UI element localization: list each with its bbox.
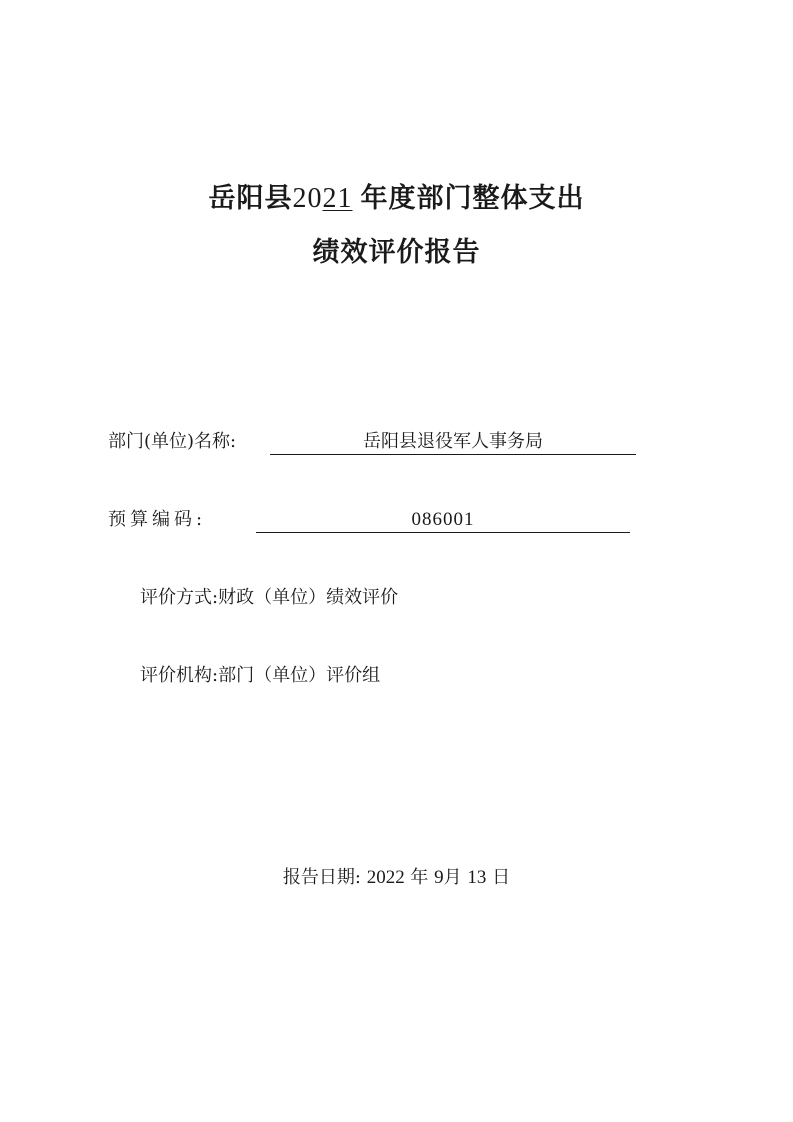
title-prefix: 岳阳县 xyxy=(208,183,293,214)
budget-code-label: 预算编码: xyxy=(108,509,207,530)
title-year-first-part: 20 xyxy=(292,183,323,214)
report-date-year-unit: 年 xyxy=(410,867,429,888)
evaluation-method-row xyxy=(140,586,398,610)
evaluation-agency-row xyxy=(140,664,380,688)
report-date-label: 报告日期: xyxy=(282,867,361,888)
budget-code-value: 086001 xyxy=(256,508,630,533)
evaluation-agency-value: 部门（单位）评价组 xyxy=(218,665,381,686)
department-value: 岳阳县退役军人事务局 xyxy=(270,430,636,455)
department-row xyxy=(108,430,648,456)
report-date xyxy=(0,866,793,890)
department-label: 部门(单位)名称: xyxy=(108,431,237,452)
report-date-month-unit: 月 xyxy=(443,867,462,888)
report-date-day: 13 xyxy=(467,867,487,888)
report-date-day-unit: 日 xyxy=(492,867,511,888)
evaluation-agency-label: 评价机构: xyxy=(140,665,219,686)
document-title-line-2: 绩效评价报告 xyxy=(312,237,481,268)
report-date-year: 2022 xyxy=(366,867,405,888)
document-title-line-1 xyxy=(0,182,793,216)
evaluation-method-value: 财政（单位）绩效评价 xyxy=(218,587,399,608)
title-year-underlined-part: 21 xyxy=(322,183,353,214)
title-suffix: 年度部门整体支出 xyxy=(360,183,585,214)
evaluation-method-label: 评价方式: xyxy=(140,587,219,608)
report-date-month: 9 xyxy=(434,867,444,888)
budget-code-row xyxy=(108,508,648,534)
